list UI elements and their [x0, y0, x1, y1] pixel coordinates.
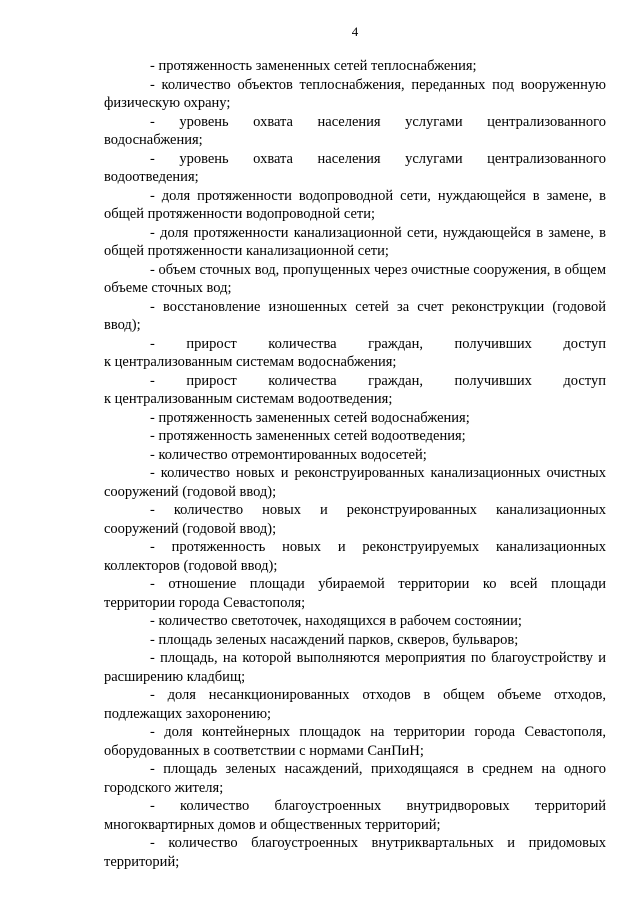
list-item	[104, 372, 606, 409]
indicator-list	[104, 57, 606, 871]
list-item-line: - количество новых и реконструированных канализационных	[150, 502, 606, 518]
list-item	[104, 538, 606, 575]
list-item	[104, 797, 606, 834]
list-item-line: - уровень охвата населения услугами централизованного	[150, 150, 606, 167]
list-item-continuation: к централизованным системам водоснабжения;	[104, 354, 397, 370]
list-item-line: - количество благоустроенных внутридворовых территорий	[150, 798, 606, 814]
list-item: - протяженность замененных сетей водоснабжения;	[150, 409, 470, 426]
list-item-continuation: водоотведения;	[104, 169, 199, 185]
list-item: - восстановление изношенных сетей за счет реконструкции (годовой ввод);	[104, 298, 606, 333]
list-item: - доля протяженности канализационной сети, нуждающейся в замене, в общей протяженности канализационной сети;	[104, 224, 606, 259]
list-item: - отношение площади убираемой территории ко всей площади территории города Севастополя;	[104, 576, 606, 611]
list-item-continuation: многоквартирных домов и общественных территорий;	[104, 816, 441, 833]
list-item: - протяженность замененных сетей водоотведения;	[150, 428, 466, 444]
list-item: - количество объектов теплоснабжения, переданных под вооруженную физическую охрану;	[104, 76, 606, 111]
list-item: - доля контейнерных площадок на территории города Севастополя, оборудованных в соответствии с нормами СанПиН;	[104, 724, 606, 759]
list-item: - количество отремонтированных водосетей;	[150, 446, 427, 463]
list-item: - доля протяженности водопроводной сети, нуждающейся в замене, в общей протяженности водопроводной сети;	[104, 187, 606, 222]
list-item-continuation: к централизованным системам водоотведения;	[104, 391, 393, 407]
list-item	[104, 150, 606, 187]
list-item: - количество новых и реконструированных канализационных очистных сооружений (годовой ввод);	[104, 465, 606, 500]
list-item-continuation: коллекторов (годовой ввод);	[104, 557, 278, 574]
list-item	[104, 501, 606, 538]
list-item	[104, 113, 606, 150]
list-item	[104, 335, 606, 372]
page-number: 4	[351, 24, 359, 39]
list-item-continuation: водоснабжения;	[104, 132, 203, 148]
list-item-line: - прирост количества граждан, получивших доступ	[150, 372, 606, 389]
list-item: - площадь, на которой выполняются мероприятия по благоустройству и расширению кладбищ;	[104, 650, 606, 685]
list-item: - площадь зеленых насаждений парков, скверов, бульваров;	[150, 631, 519, 648]
list-item-line: - протяженность новых и реконструируемых канализационных	[150, 539, 606, 555]
list-item: - количество светоточек, находящихся в рабочем состоянии;	[150, 613, 522, 629]
list-item-line: - уровень охвата населения услугами централизованного	[150, 113, 606, 130]
list-item: - площадь зеленых насаждений, приходящаяся в среднем на одного городского жителя;	[104, 761, 606, 796]
list-item-continuation: сооружений (годовой ввод);	[104, 520, 277, 537]
list-item: - объем сточных вод, пропущенных через очистные сооружения, в общем объеме сточных вод;	[104, 261, 606, 296]
list-item: - количество благоустроенных внутриквартальных и придомовых территорий;	[104, 835, 606, 870]
list-item: - протяженность замененных сетей теплоснабжения;	[150, 58, 477, 74]
list-item: - доля несанкционированных отходов в общем объеме отходов, подлежащих захоронению;	[104, 687, 606, 722]
list-item-line: - прирост количества граждан, получивших доступ	[150, 335, 606, 352]
